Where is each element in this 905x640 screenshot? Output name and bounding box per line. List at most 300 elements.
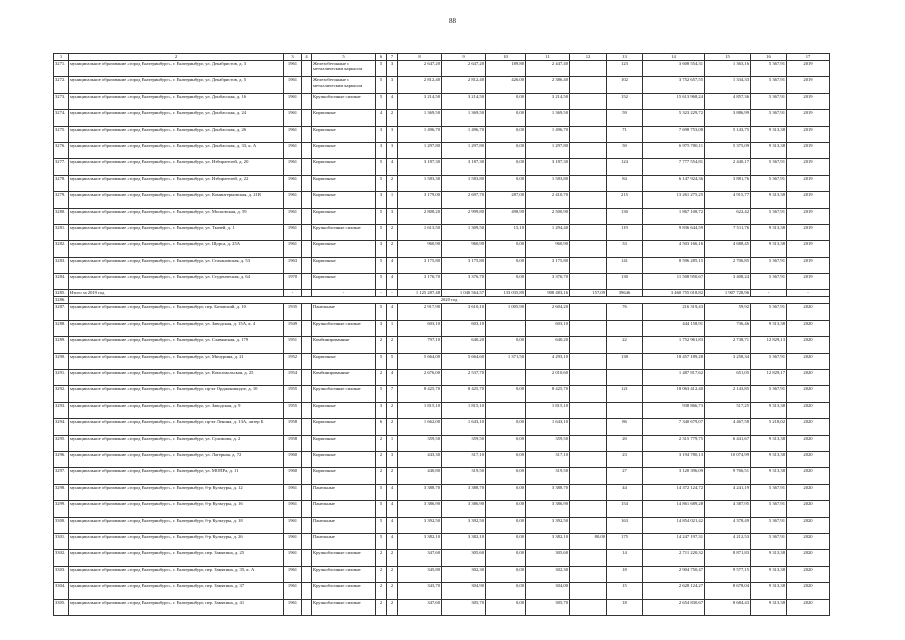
cell-e: 2 (387, 337, 398, 353)
cell-b: 305,70 (442, 599, 486, 615)
cell-x (302, 550, 312, 566)
cell-c: 0,00 (486, 484, 526, 500)
cell-wall: Панельные (312, 533, 376, 549)
table-row (54, 517, 830, 533)
total-g: 157,09 (570, 290, 607, 297)
cell-pm: 4 688,45 (705, 241, 751, 257)
cell-x (302, 583, 312, 599)
cell-wall: Кирпичные (312, 257, 376, 273)
cell-d: 1 297,80 (526, 142, 570, 158)
cell-lim: 9 313,38 (751, 402, 787, 418)
cell-b: 304,90 (442, 583, 486, 599)
cell-p: 130 (607, 208, 643, 224)
cell-d: 4 293,10 (526, 353, 570, 369)
cell-p: 71 (607, 126, 643, 142)
cell-e: 2 (387, 402, 398, 418)
cell-addr: муниципальное образование «город Екатеринбург», г. Екатеринбург, ул. Щорса, д. 25А (69, 241, 284, 257)
cell-f: 2 (376, 566, 387, 582)
cell-g (570, 583, 607, 599)
cell-c (486, 370, 526, 386)
cell-fin: 2019 (787, 208, 830, 224)
cell-b: 3 187,30 (442, 159, 486, 175)
cell-n: 3279. (54, 192, 69, 208)
cell-lim: 5 367,91 (751, 274, 787, 290)
cell-e: 4 (387, 501, 398, 517)
total-c: 133 035,89 (486, 290, 526, 297)
cell-p: 22 (607, 337, 643, 353)
cell-year: 1952 (284, 353, 302, 369)
cell-sum: 7 340 679,07 (643, 419, 705, 435)
cell-n: 3272. (54, 77, 69, 93)
cell-sum: 4 503 166,16 (643, 241, 705, 257)
cell-sum: 14 854 021,42 (643, 517, 705, 533)
cell-addr: муниципальное образование «город Екатеринбург», г. Екатеринбург, ул. Славянская, д. 179 (69, 337, 284, 353)
cell-fin: 2020 (787, 353, 830, 369)
cell-g (570, 370, 607, 386)
cell-lim: 5 367,91 (751, 61, 787, 77)
cell-sum: 1 487 817,62 (643, 370, 705, 386)
cell-pm: 3 881,76 (705, 175, 751, 191)
cell-lim: 9 313,38 (751, 241, 787, 257)
table-row (54, 126, 830, 142)
cell-pm: 5 143,75 (705, 126, 751, 142)
cell-fin: 2020 (787, 451, 830, 467)
cell-pm: 1 363,16 (705, 61, 751, 77)
section-number: 3286. (54, 297, 69, 304)
cell-g (570, 77, 607, 93)
cell-f: 5 (376, 533, 387, 549)
cell-n: 3297. (54, 468, 69, 484)
cell-c: 0,00 (486, 517, 526, 533)
cell-pm: 10 074,99 (705, 451, 751, 467)
cell-d: 1 815,10 (526, 402, 570, 418)
cell-c: 0,00 (486, 599, 526, 615)
cell-x (302, 61, 312, 77)
cell-e: 2 (387, 110, 398, 126)
cell-a: 2 917,90 (398, 304, 442, 320)
cell-wall: Кирпичные (312, 274, 376, 290)
cell-c: 0,00 (486, 126, 526, 142)
cell-n: 3280. (54, 208, 69, 224)
table-row (54, 159, 830, 175)
total-x (302, 290, 312, 297)
table-row (54, 110, 830, 126)
cell-e: 2 (387, 583, 398, 599)
cell-n: 3304. (54, 583, 69, 599)
cell-lim: 12 829,17 (751, 370, 787, 386)
cell-b: 1 297,80 (442, 142, 486, 158)
cell-g (570, 501, 607, 517)
cell-p (607, 370, 643, 386)
cell-fin: 2019 (787, 93, 830, 109)
cell-c (486, 320, 526, 336)
cell-pm: 2 143,85 (705, 386, 751, 402)
cell-e: 5 (387, 353, 398, 369)
cell-p: 44 (607, 484, 643, 500)
cell-addr: муниципальное образование «город Екатеринбург», г. Екатеринбург, ул. Ткачей, д. 1 (69, 224, 284, 240)
cell-pm: 3 886,99 (705, 110, 751, 126)
cell-addr: муниципальное образование «город Екатеринбург», г. Екатеринбург, пер. Замятина, д. 37 (69, 583, 284, 599)
cell-sum: 8 596 285,15 (643, 257, 705, 273)
table-row (54, 208, 830, 224)
cell-f: 3 (376, 142, 387, 158)
cell-sum: 1 867 108,72 (643, 208, 705, 224)
cell-lim: 5 367,91 (751, 93, 787, 109)
cell-g (570, 386, 607, 402)
cell-fin: 2020 (787, 501, 830, 517)
cell-pm: 4 915,77 (705, 192, 751, 208)
cell-year: 1954 (284, 370, 302, 386)
cell-n: 3281. (54, 224, 69, 240)
cell-fin: 2020 (787, 320, 830, 336)
cell-b: 3 175,80 (442, 257, 486, 273)
cell-e: 3 (387, 77, 398, 93)
total-e: - (387, 290, 398, 297)
cell-lim: 9 313,38 (751, 126, 787, 142)
cell-g (570, 274, 607, 290)
cell-p: 23 (607, 451, 643, 467)
cell-sum: 7 777 554,81 (643, 159, 705, 175)
cell-f: 5 (376, 61, 387, 77)
cell-n: 3292. (54, 386, 69, 402)
cell-f: 2 (376, 451, 387, 467)
cell-f: 2 (376, 550, 387, 566)
cell-d: 3 376,70 (526, 274, 570, 290)
cell-fin: 2020 (787, 435, 830, 451)
cell-year: 1961 (284, 583, 302, 599)
cell-f: 5 (376, 93, 387, 109)
cell-g (570, 517, 607, 533)
cell-a: 347,60 (398, 550, 442, 566)
cell-c: 0,00 (486, 142, 526, 158)
cell-x (302, 126, 312, 142)
cell-c: 287,00 (486, 192, 526, 208)
cell-sum: 5 323 229,72 (643, 110, 705, 126)
cell-lim: 5 367,91 (751, 304, 787, 320)
cell-g (570, 142, 607, 158)
cell-addr: муниципальное образование «город Екатеринбург», г. Екатеринбург, ул. Избирателей, д. 20 (69, 159, 284, 175)
cell-pm: 622,42 (705, 208, 751, 224)
total-b: 1 040 564,57 (442, 290, 486, 297)
cell-a: 8 425,70 (398, 386, 442, 402)
table-row (54, 599, 830, 615)
cell-lim: 9 313,38 (751, 468, 787, 484)
cell-lim: 9 313,38 (751, 599, 787, 615)
cell-x (302, 484, 312, 500)
total-year: - (284, 290, 302, 297)
cell-wall: Кирпичные (312, 435, 376, 451)
cell-g (570, 241, 607, 257)
cell-c: 15,10 (486, 224, 526, 240)
cell-n: 3294. (54, 419, 69, 435)
cell-n: 3295. (54, 435, 69, 451)
cell-f: 6 (376, 419, 387, 435)
cell-p: 18 (607, 599, 643, 615)
cell-wall: Крупноблочные силикат (312, 583, 376, 599)
table-row (54, 386, 830, 402)
cell-sum: 3 194 780,13 (643, 451, 705, 467)
cell-year: 1955 (284, 402, 302, 418)
cell-x (302, 566, 312, 582)
cell-f: 3 (376, 402, 387, 418)
cell-p: 123 (607, 61, 643, 77)
column-number: 11 (526, 54, 570, 61)
total-a: 1 125 287,48 (398, 290, 442, 297)
cell-d: 1 643,10 (526, 419, 570, 435)
cell-n: 3300. (54, 517, 69, 533)
cell-p (607, 320, 643, 336)
cell-a: 1 496,70 (398, 126, 442, 142)
cell-b: 1 496,70 (442, 126, 486, 142)
cell-wall: Железобетонные с металлическим каркасом (312, 77, 376, 93)
cell-d: 2 604,20 (526, 304, 570, 320)
cell-b: 1 309,50 (442, 224, 486, 240)
cell-x (302, 159, 312, 175)
table-row (54, 192, 830, 208)
cell-year: 1961 (284, 61, 302, 77)
cell-b: 3 382,10 (442, 533, 486, 549)
cell-lim: 5 367,91 (751, 353, 787, 369)
cell-year: 1961 (284, 142, 302, 158)
cell-x (302, 93, 312, 109)
cell-n: 3291. (54, 370, 69, 386)
cell-wall: Панельные (312, 501, 376, 517)
cell-d: 2 010,60 (526, 370, 570, 386)
cell-n: 3287. (54, 304, 69, 320)
cell-lim: 9 313,38 (751, 451, 787, 467)
cell-lim: 9 313,38 (751, 566, 787, 582)
cell-d: 3 388,70 (526, 484, 570, 500)
column-number: 2 (69, 54, 284, 61)
cell-wall: Кирпичные (312, 192, 376, 208)
table-row (54, 241, 830, 257)
cell-addr: муниципальное образование «город Екатеринбург», г. Екатеринбург, ул. Комсомольская, д. 25 (69, 370, 284, 386)
cell-wall: Кирпичные (312, 126, 376, 142)
cell-fin: 2019 (787, 110, 830, 126)
cell-pm: 9 577,15 (705, 566, 751, 582)
cell-g (570, 599, 607, 615)
cell-pm: 4 467,58 (705, 419, 751, 435)
cell-fin: 2020 (787, 517, 830, 533)
cell-year: 1961 (284, 224, 302, 240)
cell-d: 305,60 (526, 550, 570, 566)
cell-d: 305,70 (526, 599, 570, 615)
cell-x (302, 257, 312, 273)
total-d: 908 483,16 (526, 290, 570, 297)
cell-e: 4 (387, 517, 398, 533)
cell-year: 1961 (284, 566, 302, 582)
cell-pm: 59,92 (705, 304, 751, 320)
cell-pm: 4 387,95 (705, 501, 751, 517)
column-number: 8 (398, 54, 442, 61)
cell-year: 1961 (284, 175, 302, 191)
cell-b: 603,10 (442, 320, 486, 336)
table-row (54, 370, 830, 386)
table-row (54, 419, 830, 435)
cell-fin: 2020 (787, 599, 830, 615)
cell-a: 347,60 (398, 599, 442, 615)
total-fin: - (787, 290, 830, 297)
cell-a: 2 812,40 (398, 77, 442, 93)
cell-x (302, 304, 312, 320)
cell-sum: 2 711 220,32 (643, 550, 705, 566)
table-row (54, 435, 830, 451)
cell-f: 5 (376, 353, 387, 369)
total-p: 39646 (607, 290, 643, 297)
cell-b: 640,20 (442, 337, 486, 353)
cell-g (570, 419, 607, 435)
cell-d: 3 392,50 (526, 517, 570, 533)
cell-p: 33 (607, 241, 643, 257)
cell-fin: 2019 (787, 241, 830, 257)
cell-wall: Кирпичные (312, 175, 376, 191)
cell-fin: 2020 (787, 468, 830, 484)
cell-g (570, 337, 607, 353)
cell-wall: Крупноблочные силикат (312, 386, 376, 402)
cell-e: 3 (387, 126, 398, 142)
cell-sum: 7 698 753,08 (643, 126, 705, 142)
cell-c: 0,00 (486, 451, 526, 467)
cell-x (302, 533, 312, 549)
cell-n: 3273. (54, 93, 69, 109)
cell-sum: 2 315 779,75 (643, 435, 705, 451)
cell-fin: 2020 (787, 304, 830, 320)
cell-year: 1958 (284, 435, 302, 451)
cell-d: 3 382,10 (526, 533, 570, 549)
cell-d: 3 175,80 (526, 257, 570, 273)
cell-sum: 2 654 830,67 (643, 599, 705, 615)
cell-p: 18 (607, 566, 643, 582)
cell-addr: муниципальное образование «город Екатеринбург», г. Екатеринбург, пр-кт Ленина, д. 13А, литер Б (69, 419, 284, 435)
cell-pm: 2 738,71 (705, 337, 751, 353)
cell-fin: 2020 (787, 370, 830, 386)
cell-wall: Крупноблочные силикат (312, 224, 376, 240)
cell-fin: 2020 (787, 419, 830, 435)
cell-lim: 9 313,38 (751, 583, 787, 599)
cell-g (570, 304, 607, 320)
table-row (54, 533, 830, 549)
cell-n: 3298. (54, 484, 69, 500)
cell-e: 1 (387, 320, 398, 336)
cell-f: 5 (376, 175, 387, 191)
column-number: 6 (376, 54, 387, 61)
cell-year: 1958 (284, 419, 302, 435)
cell-wall: Панельные (312, 517, 376, 533)
cell-d: 304,00 (526, 583, 570, 599)
cell-x (302, 517, 312, 533)
cell-g (570, 550, 607, 566)
cell-b: 2 697,70 (442, 192, 486, 208)
cell-d: 1 583,80 (526, 175, 570, 191)
cell-c: 0,00 (486, 468, 526, 484)
cell-p (607, 402, 643, 418)
register-table (53, 53, 830, 616)
cell-e: 4 (387, 159, 398, 175)
cell-addr: муниципальное образование «город Екатеринбург», г. Екатеринбург, пер. Замятина, д. 25 (69, 550, 284, 566)
cell-p: 130 (607, 274, 643, 290)
cell-c: 0,00 (486, 435, 526, 451)
cell-sum: 14 247 197,31 (643, 533, 705, 549)
cell-n: 3284. (54, 274, 69, 290)
cell-x (302, 599, 312, 615)
cell-c: 0,00 (486, 159, 526, 175)
total-pm: 1 907 728,96 (705, 290, 751, 297)
cell-addr: муниципальное образование «город Екатеринбург», г. Екатеринбург, пр-кт Орджоникидзе, д. 10 (69, 386, 284, 402)
cell-a: 343,70 (398, 583, 442, 599)
cell-year: 1961 (284, 192, 302, 208)
cell-pm: 4 857,36 (705, 93, 751, 109)
cell-f: 5 (376, 484, 387, 500)
cell-c: 0,00 (486, 566, 526, 582)
cell-x (302, 110, 312, 126)
cell-wall: Панельные (312, 304, 376, 320)
cell-x (302, 435, 312, 451)
cell-a: 3 214,50 (398, 93, 442, 109)
cell-year: 1961 (284, 159, 302, 175)
cell-n: 3276. (54, 142, 69, 158)
cell-e: 2 (387, 241, 398, 257)
cell-f: 5 (376, 224, 387, 240)
cell-lim: 9 313,38 (751, 224, 787, 240)
cell-e: 1 (387, 192, 398, 208)
cell-g (570, 208, 607, 224)
cell-x (302, 208, 312, 224)
cell-d: 2 410,70 (526, 192, 570, 208)
cell-f: 3 (376, 241, 387, 257)
cell-x (302, 451, 312, 467)
cell-g (570, 402, 607, 418)
cell-f: 5 (376, 257, 387, 273)
cell-pm: 4 378,49 (705, 517, 751, 533)
column-number: 1 (54, 54, 69, 61)
cell-a: 3 388,70 (398, 484, 442, 500)
cell-year: 1960 (284, 451, 302, 467)
cell-x (302, 175, 312, 191)
table-row (54, 501, 830, 517)
cell-p: 84 (607, 175, 643, 191)
cell-n: 3299. (54, 501, 69, 517)
cell-p: 124 (607, 159, 643, 175)
cell-pm: 3 408,24 (705, 274, 751, 290)
cell-sum: 938 866,73 (643, 402, 705, 418)
cell-sum: 15 613 968,24 (643, 93, 705, 109)
cell-f: 5 (376, 386, 387, 402)
cell-addr: муниципальное образование «город Екатеринбург», г. Екатеринбург, б-р Культуры, д. 18 (69, 517, 284, 533)
cell-f: 3 (376, 126, 387, 142)
column-number: 12 (570, 54, 607, 61)
cell-a: 3 187,30 (398, 159, 442, 175)
cell-f: 2 (376, 435, 387, 451)
cell-p: 20 (607, 435, 643, 451)
cell-n: 3303. (54, 566, 69, 582)
cell-e: 4 (387, 533, 398, 549)
table-row (54, 257, 830, 273)
cell-year: 1961 (284, 599, 302, 615)
cell-c: 1 005,90 (486, 304, 526, 320)
cell-f: 5 (376, 77, 387, 93)
cell-g (570, 353, 607, 369)
cell-p: 15 (607, 583, 643, 599)
cell-addr: муниципальное образование «город Екатеринбург», г. Екатеринбург, ул. Стахановская, д. 53 (69, 257, 284, 273)
cell-c: 0,00 (486, 533, 526, 549)
cell-g (570, 159, 607, 175)
cell-pm: 3 258,34 (705, 353, 751, 369)
cell-sum: 9 836 644,59 (643, 224, 705, 240)
table-row (54, 402, 830, 418)
cell-wall: Кирпичные (312, 110, 376, 126)
cell-b: 3 392,50 (442, 517, 486, 533)
cell-x (302, 320, 312, 336)
